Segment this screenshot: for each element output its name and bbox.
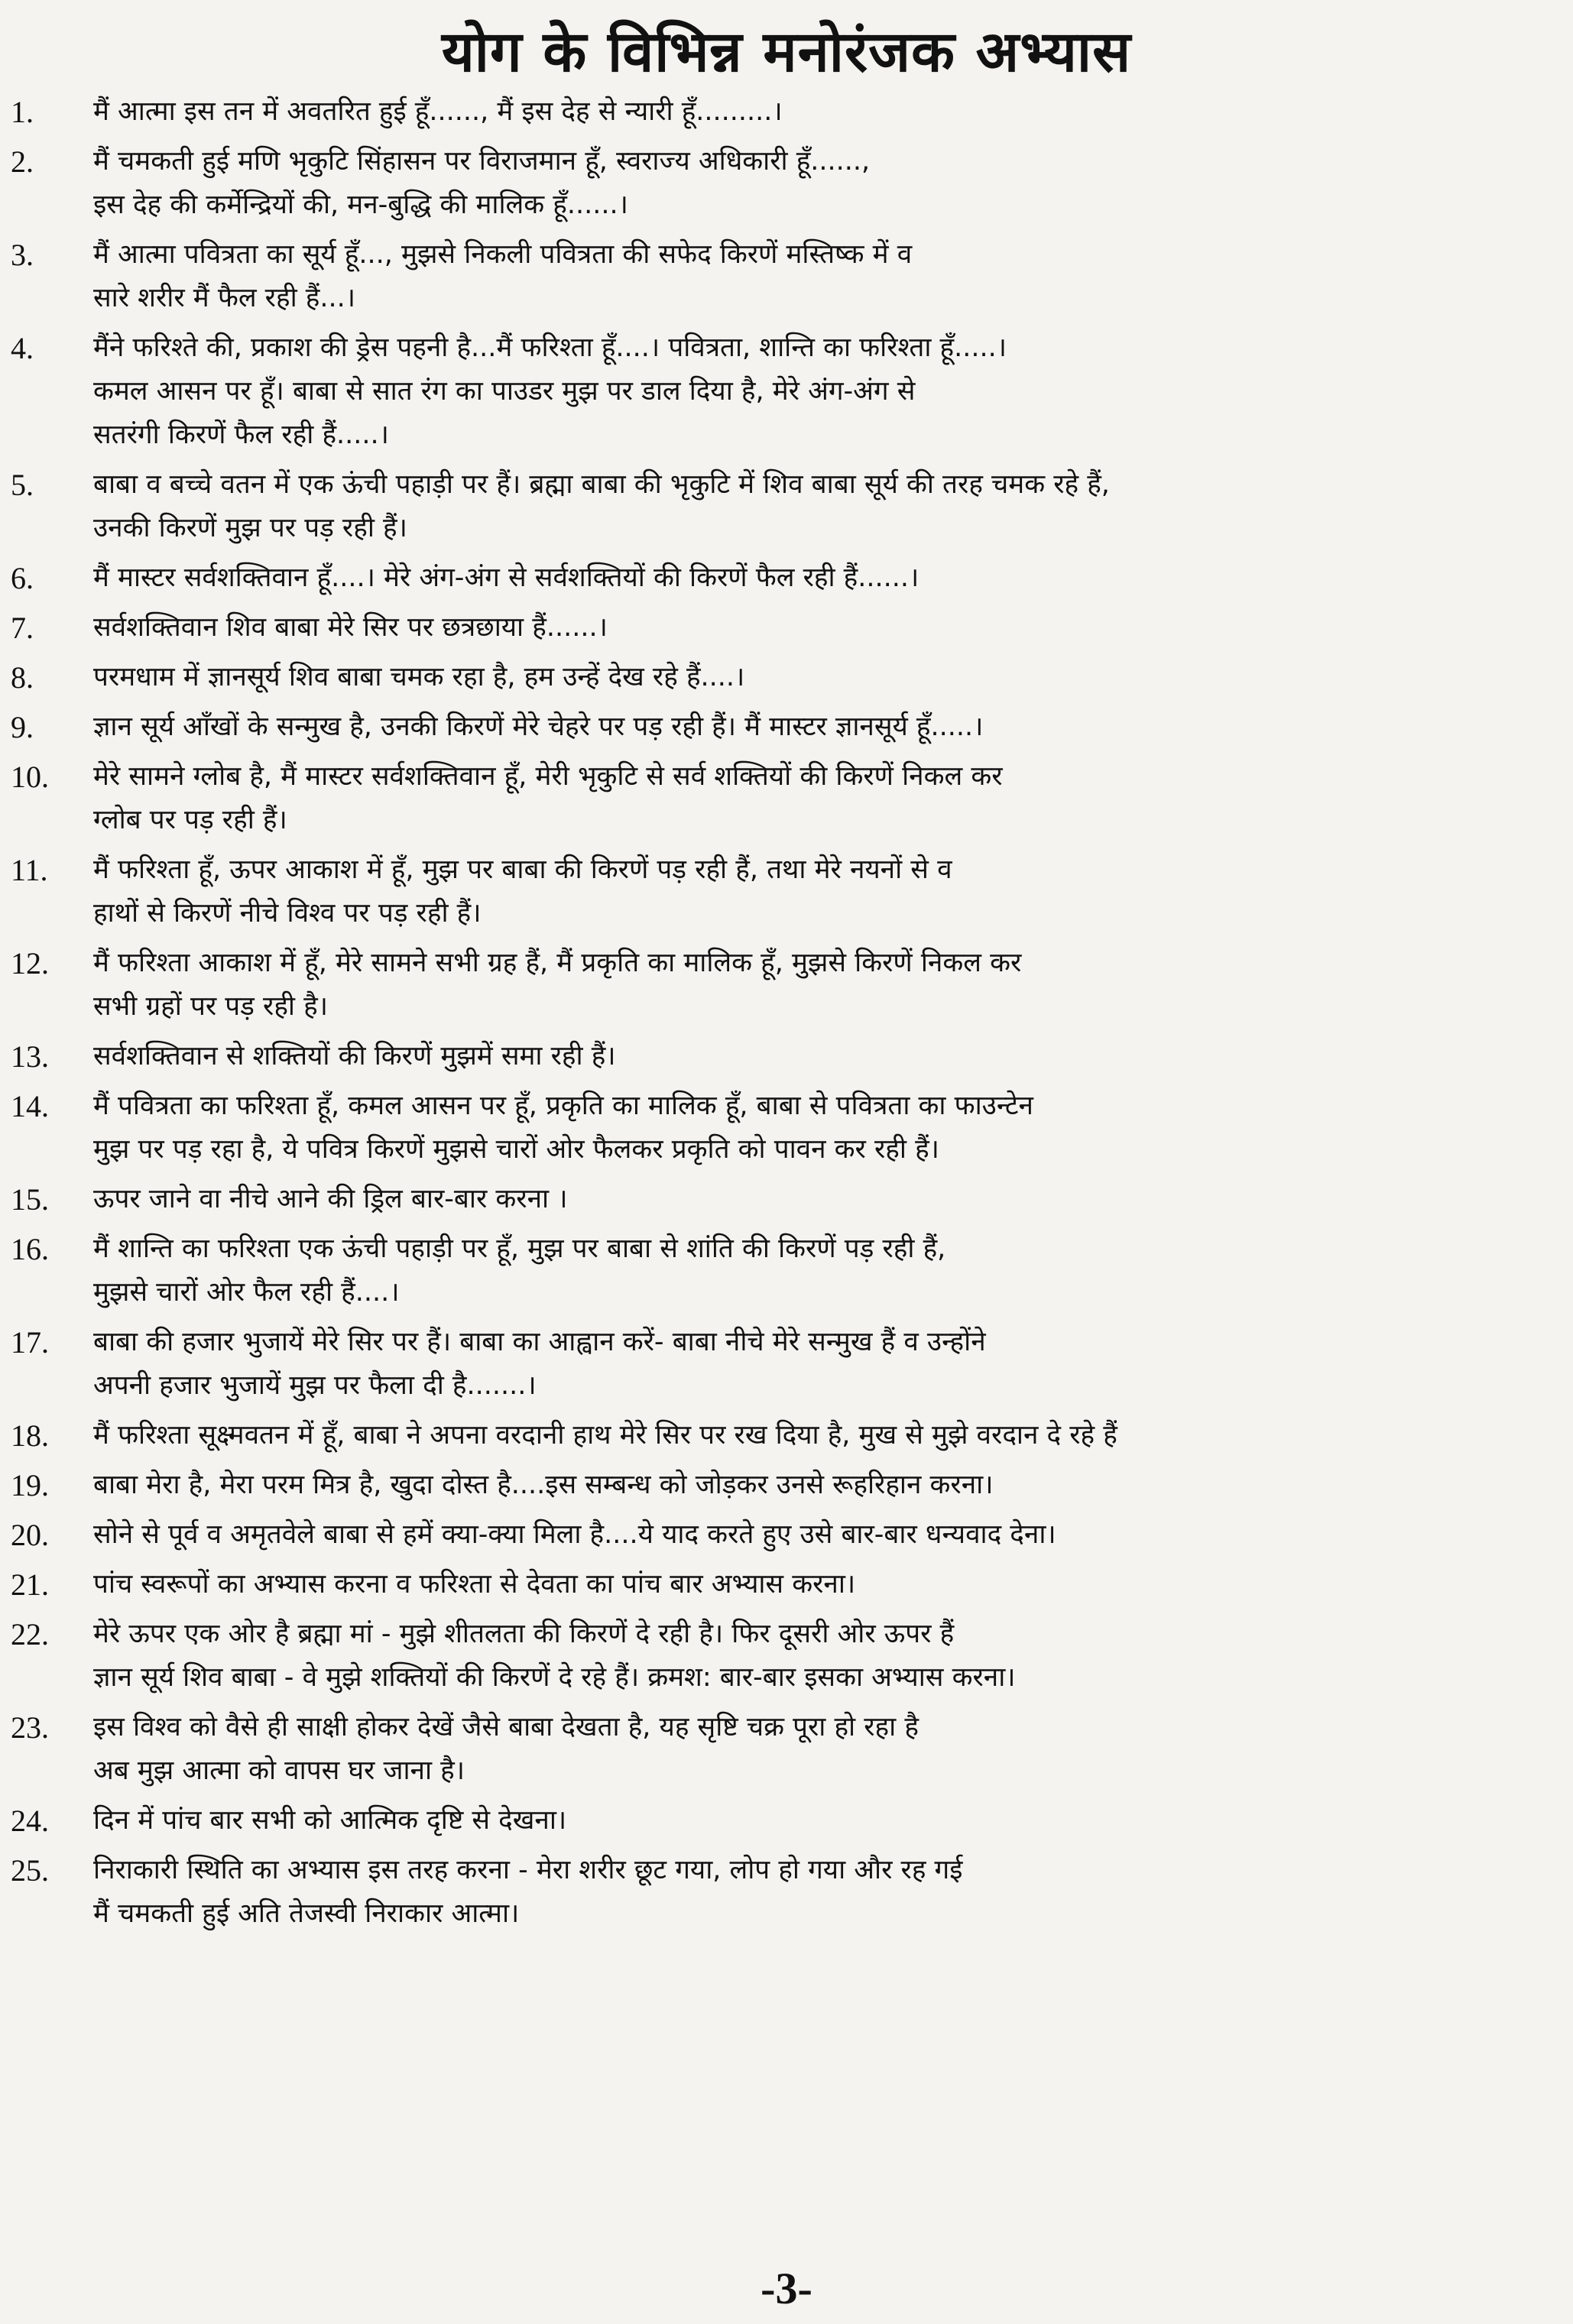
item-number: 15. bbox=[11, 1182, 49, 1217]
list-item bbox=[11, 705, 1570, 749]
item-text-line: मैं पवित्रता का फरिश्ता हूँ, कमल आसन पर हूँ, प्रकृति का मालिक हूँ, बाबा से पवित्रता का फाउन्टेन bbox=[93, 1091, 1033, 1121]
item-text-line: मैं मास्टर सर्वशक्तिवान हूँ....। मेरे अंग-अंग से सर्वशक्तियों की किरणें फैल रही हैं......। bbox=[93, 562, 919, 593]
exercise-list bbox=[11, 90, 1570, 1942]
item-text-line: ज्ञान सूर्य आँखों के सन्मुख है, उनकी किरणें मेरे चेहरे पर पड़ रही हैं। मैं मास्टर ज्ञानसूर्य हूँ.....। bbox=[93, 711, 984, 742]
item-text-line: सभी ग्रहों पर पड़ रही है। bbox=[93, 991, 328, 1022]
item-number: 8. bbox=[11, 660, 34, 695]
list-item bbox=[11, 140, 1570, 227]
list-item bbox=[11, 556, 1570, 600]
item-text-line: ऊपर जाने वा नीचे आने की ड्रिल बार-बार करना । bbox=[93, 1184, 568, 1214]
item-text-line: मेरे सामने ग्लोब है, मैं मास्टर सर्वशक्तिवान हूँ, मेरी भृकुटि से सर्व शक्तियों की किरणें निकल कर bbox=[93, 761, 1003, 792]
item-number: 23. bbox=[11, 1710, 49, 1745]
item-text-line: मुझ पर पड़ रहा है, ये पवित्र किरणें मुझसे चारों ओर फैलकर प्रकृति को पावन कर रही हैं। bbox=[93, 1134, 939, 1165]
item-text-line: बाबा मेरा है, मेरा परम मित्र है, खुदा दोस्त है....इस सम्बन्ध को जोड़कर उनसे रूहरिहान करना। bbox=[93, 1470, 994, 1500]
item-text-line: मेरे ऊपर एक ओर है ब्रह्मा मां - मुझे शीतलता की किरणें दे रही है। फिर दूसरी ओर ऊपर हैं bbox=[93, 1619, 955, 1649]
item-text-line: कमल आसन पर हूँ। बाबा से सात रंग का पाउडर मुझ पर डाल दिया है, मेरे अंग-अंग से bbox=[93, 376, 916, 407]
item-text-line: अपनी हजार भुजायें मुझ पर फैला दी है.......। bbox=[93, 1370, 537, 1401]
page-title: योग के विभिन्न मनोरंजक अभ्यास bbox=[441, 19, 1132, 85]
list-item bbox=[11, 1321, 1570, 1408]
item-number: 10. bbox=[11, 760, 49, 794]
item-text-line: उनकी किरणें मुझ पर पड़ रही हैं। bbox=[93, 513, 407, 543]
item-text-line: सोने से पूर्व व अमृतवेले बाबा से हमें क्या-क्या मिला है....ये याद करते हुए उसे बार-बार धन्यवाद देना। bbox=[93, 1519, 1056, 1550]
list-item bbox=[11, 755, 1570, 842]
item-number: 18. bbox=[11, 1418, 49, 1453]
item-text-line: मैं चमकती हुई मणि भृकुटि सिंहासन पर विराजमान हूँ, स्वराज्य अधिकारी हूँ......, bbox=[93, 146, 871, 177]
item-number: 16. bbox=[11, 1232, 49, 1266]
item-number: 17. bbox=[11, 1325, 49, 1360]
list-item bbox=[11, 656, 1570, 699]
item-text-line: हाथों से किरणें नीचे विश्व पर पड़ रही हैं। bbox=[93, 898, 482, 929]
list-item bbox=[11, 606, 1570, 650]
item-number: 14. bbox=[11, 1089, 49, 1123]
item-text-line: अब मुझ आत्मा को वापस घर जाना है। bbox=[93, 1755, 465, 1786]
item-number: 4. bbox=[11, 331, 34, 365]
item-text-line: मैं फरिश्ता आकाश में हूँ, मेरे सामने सभी ग्रह हैं, मैं प्रकृति का मालिक हूँ, मुझसे किरणें निकल कर bbox=[93, 948, 1022, 978]
list-item bbox=[11, 848, 1570, 935]
item-text-line: निराकारी स्थिति का अभ्यास इस तरह करना - मेरा शरीर छूट गया, लोप हो गया और रह गई bbox=[93, 1855, 963, 1885]
item-text-line: इस देह की कर्मेन्द्रियों की, मन-बुद्धि की मालिक हूँ......। bbox=[93, 190, 628, 220]
item-text-line: सारे शरीर मैं फैल रही हैं...। bbox=[93, 283, 355, 313]
list-item bbox=[11, 326, 1570, 457]
list-item bbox=[11, 1414, 1570, 1457]
item-number: 12. bbox=[11, 946, 49, 980]
list-item bbox=[11, 1035, 1570, 1078]
item-text-line: मैं शान्ति का फरिश्ता एक ऊंची पहाड़ी पर हूँ, मुझ पर बाबा से शांति की किरणें पड़ रही हैं, bbox=[93, 1233, 946, 1264]
item-text-line: बाबा की हजार भुजायें मेरे सिर पर हैं। बाबा का आह्वान करें- बाबा नीचे मेरे सन्मुख हैं व उन्होंने bbox=[93, 1327, 986, 1357]
item-number: 5. bbox=[11, 468, 34, 502]
item-number: 19. bbox=[11, 1468, 49, 1502]
list-item bbox=[11, 1799, 1570, 1843]
item-number: 11. bbox=[11, 853, 48, 887]
item-text-line: मैं आत्मा इस तन में अवतरित हुई हूँ......, मैं इस देह से न्यारी हूँ.........। bbox=[93, 96, 783, 127]
list-item bbox=[11, 1563, 1570, 1606]
item-number: 7. bbox=[11, 611, 34, 645]
list-item bbox=[11, 942, 1570, 1029]
item-text-line: दिन में पांच बार सभी को आत्मिक दृष्टि से देखना। bbox=[93, 1805, 567, 1836]
item-number: 22. bbox=[11, 1617, 49, 1651]
item-text-line: मुझसे चारों ओर फैल रही हैं....। bbox=[93, 1277, 400, 1308]
item-text-line: ज्ञान सूर्य शिव बाबा - वे मुझे शक्तियों की किरणें दे रहे हैं। क्रमश: बार-बार इसका अभ्यास करना। bbox=[93, 1662, 1016, 1693]
list-item bbox=[11, 463, 1570, 550]
item-number: 1. bbox=[11, 95, 34, 129]
item-text-line: इस विश्व को वैसे ही साक्षी होकर देखें जैसे बाबा देखता है, यह सृष्टि चक्र पूरा हो रहा है bbox=[93, 1712, 919, 1742]
item-number: 2. bbox=[11, 144, 34, 179]
list-item bbox=[11, 233, 1570, 320]
list-item bbox=[11, 90, 1570, 134]
item-number: 24. bbox=[11, 1804, 49, 1838]
item-text-line: मैं चमकती हुई अति तेजस्वी निराकार आत्मा। bbox=[93, 1898, 520, 1929]
list-item bbox=[11, 1227, 1570, 1314]
page-number: -3- bbox=[761, 2264, 812, 2313]
list-item bbox=[11, 1706, 1570, 1793]
item-text-line: मैं फरिश्ता सूक्ष्मवतन में हूँ, बाबा ने अपना वरदानी हाथ मेरे सिर पर रख दिया है, मुख से मुझे वरदान दे रहे हैं bbox=[93, 1420, 1117, 1450]
item-number: 13. bbox=[11, 1039, 49, 1074]
item-number: 25. bbox=[11, 1853, 49, 1888]
item-text-line: सर्वशक्तिवान शिव बाबा मेरे सिर पर छत्रछाया हैं......। bbox=[93, 612, 608, 643]
list-item bbox=[11, 1613, 1570, 1700]
list-item bbox=[11, 1084, 1570, 1172]
item-text-line: ग्लोब पर पड़ रही हैं। bbox=[93, 805, 287, 835]
item-text-line: मैंने फरिश्ते की, प्रकाश की ड्रेस पहनी है...मैं फरिश्ता हूँ....। पवित्रता, शान्ति का फरिश्ता हूँ.....। bbox=[93, 332, 1007, 363]
item-text-line: सतरंगी किरणें फैल रही हैं.....। bbox=[93, 420, 389, 450]
item-number: 20. bbox=[11, 1518, 49, 1552]
item-text-line: मैं आत्मा पवित्रता का सूर्य हूँ..., मुझसे निकली पवित्रता की सफेद किरणें मस्तिष्क में व bbox=[93, 239, 913, 270]
item-text-line: मैं फरिश्ता हूँ, ऊपर आकाश में हूँ, मुझ पर बाबा की किरणें पड़ रही हैं, तथा मेरे नयनों से व bbox=[93, 854, 952, 885]
item-text-line: बाबा व बच्चे वतन में एक ऊंची पहाड़ी पर हैं। ब्रह्मा बाबा की भृकुटि में शिव बाबा सूर्य की तरह चमक रहे हैं, bbox=[93, 469, 1110, 500]
item-number: 3. bbox=[11, 238, 34, 272]
list-item bbox=[11, 1513, 1570, 1557]
item-text-line: परमधाम में ज्ञानसूर्य शिव बाबा चमक रहा है, हम उन्हें देख रहे हैं....। bbox=[93, 662, 745, 692]
item-number: 21. bbox=[11, 1567, 49, 1602]
list-item bbox=[11, 1463, 1570, 1507]
item-number: 9. bbox=[11, 710, 34, 744]
list-item bbox=[11, 1178, 1570, 1221]
list-item bbox=[11, 1849, 1570, 1936]
item-number: 6. bbox=[11, 561, 34, 595]
item-text-line: सर्वशक्तिवान से शक्तियों की किरणें मुझमें समा रही हैं। bbox=[93, 1041, 616, 1071]
item-text-line: पांच स्वरूपों का अभ्यास करना व फरिश्ता से देवता का पांच बार अभ्यास करना। bbox=[93, 1569, 856, 1600]
